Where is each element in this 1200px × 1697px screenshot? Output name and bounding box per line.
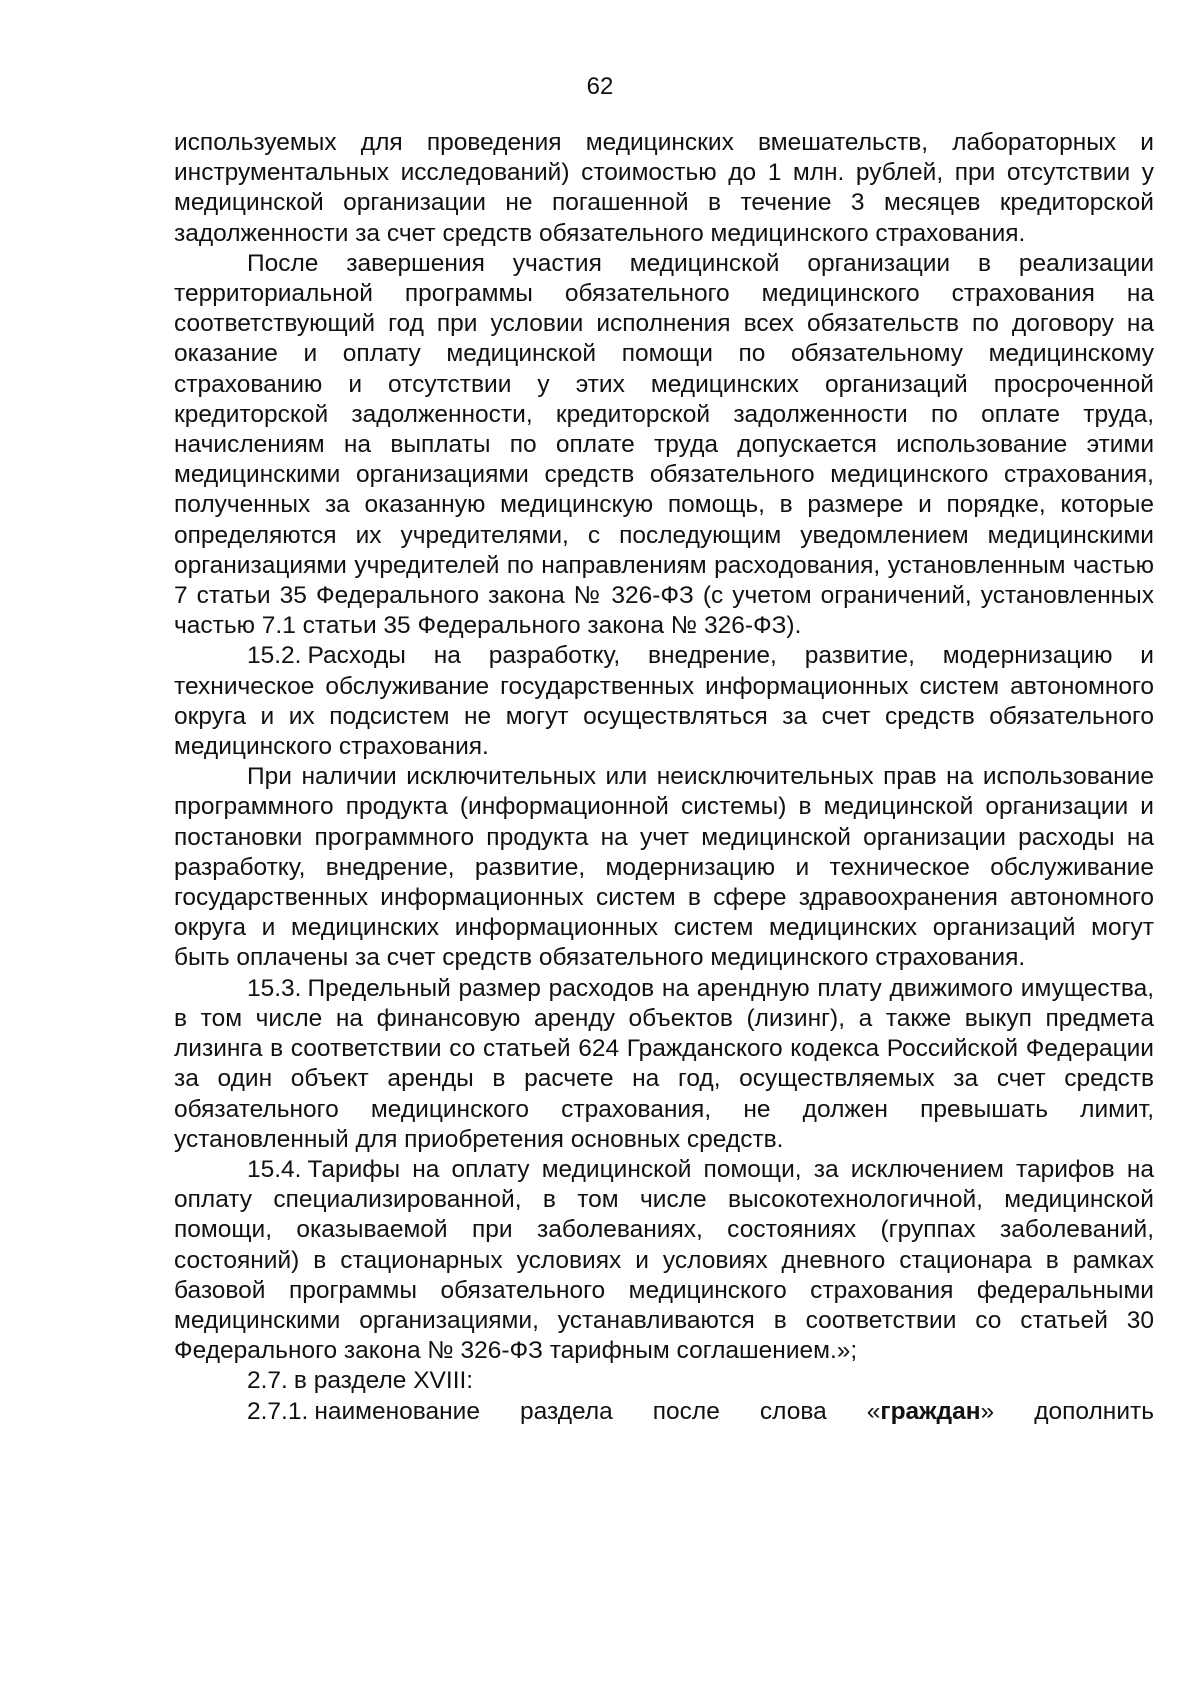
paragraph xyxy=(174,249,1154,642)
paragraph-15-3 xyxy=(174,974,1154,1155)
section-number: 15.2. xyxy=(247,642,302,670)
paragraph-text-before: наименование раздела после слова « xyxy=(314,1397,881,1425)
paragraph-text: в разделе XVIII: xyxy=(293,1367,474,1395)
section-number: 15.4. xyxy=(247,1155,302,1183)
document-body xyxy=(174,128,1154,1427)
paragraph-2-7-1 xyxy=(174,1397,1154,1427)
paragraph-text: При наличии исключительных или неисключительных прав на использование программного продукта (информационной системы) в медицинской организации и постановки программного продукта на учет медицинской организации расходы на разработку, внедрение, развитие, модернизацию и техническое обслуживание государственных информационных систем в сфере здравоохранения автономного округа и медицинских информационных систем медицинских организаций могут быть оплачены за счет средств обязательного медицинского страхования. xyxy=(174,763,1154,972)
bold-term: граждан xyxy=(880,1397,981,1425)
paragraph-text: Предельный размер расходов на арендную плату движимого имущества, в том числе на финансовую аренду объектов (лизинг), а также выкуп предмета лизинга в соответствии со статьей 624 Гражданского кодекса Российской Федерации за один объект аренды в расчете на год, осуществляемых за счет средств обязательного медицинского страхования, не должен превышать лимит, установленный для приобретения основных средств. xyxy=(174,974,1154,1153)
paragraph-text: используемых для проведения медицинских вмешательств, лабораторных и инструментальных исследований) стоимостью до 1 млн. рублей, при отсутствии у медицинской организации не погашенной в течение 3 месяцев кредиторской задолженности за счет средств обязательного медицинского страхования. xyxy=(174,129,1154,247)
section-number: 15.3. xyxy=(247,974,302,1002)
paragraph-text: После завершения участия медицинской организации в реализации территориальной программы обязательного медицинского страхования на соответствующий год при условии исполнения всех обязательств по договору на оказание и оплату медицинской помощи по обязательному медицинскому страхованию и отсутствии у этих медицинских организаций просроченной кредиторской задолженности, кредиторской задолженности по оплате труда, начислениям на выплаты по оплате труда допускается использование этими медицинскими организациями средств обязательного медицинского страхования, полученных за оказанную медицинскую помощь, в размере и порядке, которые определяются их учредителями, с последующим уведомлением медицинскими организациями учредителей по направлениям расходования, установленным частью 7 статьи 35 Федерального закона № 326-ФЗ (с учетом ограничений, установленных частью 7.1 статьи 35 Федерального закона № 326-ФЗ). xyxy=(174,249,1154,640)
paragraph-2-7 xyxy=(174,1366,1154,1396)
paragraph xyxy=(174,762,1154,973)
section-number: 2.7. xyxy=(247,1367,288,1395)
page-number: 62 xyxy=(586,73,614,100)
paragraph-text-after: » дополнить xyxy=(980,1397,1154,1425)
paragraph-text: Тарифы на оплату медицинской помощи, за исключением тарифов на оплату специализированной, в том числе высокотехнологичной, медицинской помощи, оказываемой при заболеваниях, состояниях (группах заболеваний, состояний) в стационарных условиях и условиях дневного стационара в рамках базовой программы обязательного медицинского страхования федеральными медицинскими организациями, устанавливаются в соответствии со статьей 30 Федерального закона № 326-ФЗ тарифным соглашением.»; xyxy=(174,1155,1154,1365)
paragraph-continuation xyxy=(174,128,1154,249)
section-number: 2.7.1. xyxy=(247,1397,309,1425)
paragraph-text: Расходы на разработку, внедрение, развитие, модернизацию и техническое обслуживание государственных информационных систем автономного округа и их подсистем не могут осуществляться за счет средств обязательного медицинского страхования. xyxy=(174,642,1154,761)
paragraph-15-2 xyxy=(174,641,1154,762)
paragraph-15-4 xyxy=(174,1155,1154,1366)
